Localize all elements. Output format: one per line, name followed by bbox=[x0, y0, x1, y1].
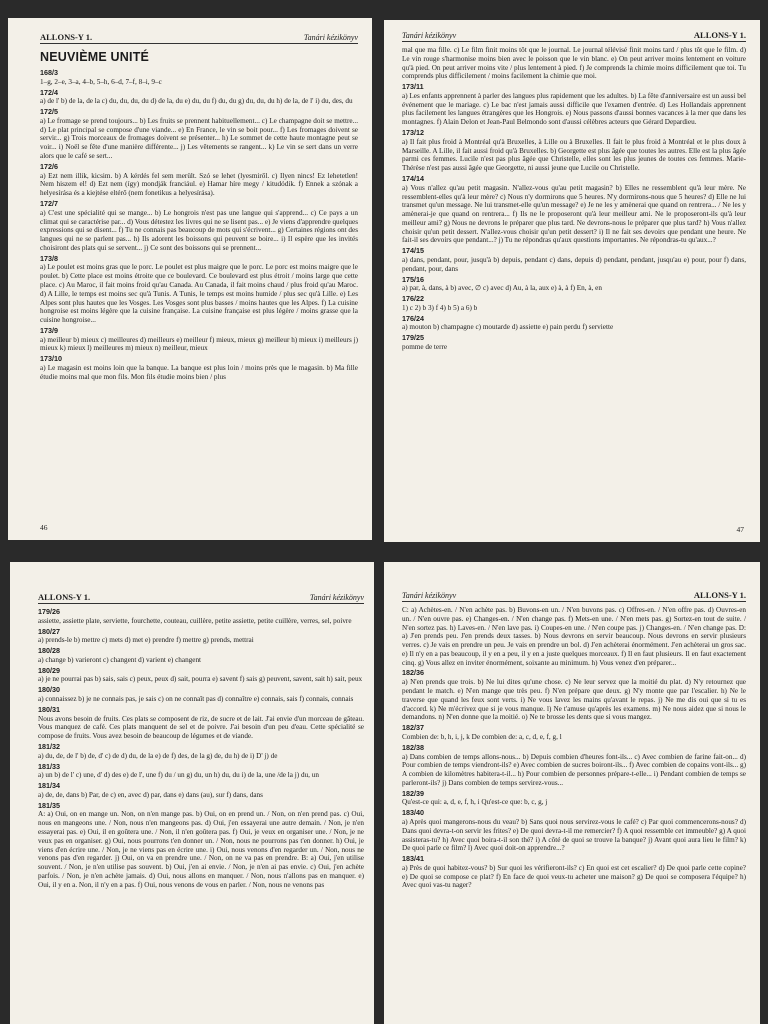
exercise-answer: a) change b) varieront c) changent d) varient e) changent bbox=[38, 655, 202, 664]
exercise-answer: a) Il fait plus froid à Montréal qu'à Bruxelles, à Lille ou à Bruxelles. Il fait le plus froid à Montréal et le plus doux à Marseille. A Lille, il fait aussi froid qu'à Bruxelles. b) Georgette est plus âgée que toutes les autres. Elle est la plus âgée parmi ces femmes. Lucile n'est pas plus âgée que Christelle, elles sont les plus jeunes de toutes ces femmes. Marie-Thérèse n'est pas aussi âgée que Georgette, ni aussi jeune que Lucile ou Christelle. bbox=[402, 137, 746, 173]
exercise-answer: a) un b) de l' c) une, d' d) des e) de l', une f) du / un g) du, un h) du, du i) de la, une /de la j) du, un bbox=[38, 771, 319, 780]
exercise-number: 183/41 bbox=[402, 854, 424, 864]
exercise-number: 182/38 bbox=[402, 742, 424, 752]
exercise-number: 180/28 bbox=[38, 646, 60, 656]
exercise-answer: C: a) Achètes-en. / N'en achète pas. b) Buvons-en un. / N'en buvons pas. c) Offres-en. / N'en offre pas. d) Ouvres-en un. / N'en ouvre pas. e) Changes-en. / N'en change pas. f) Mets-en une. / N'en mets pas. g) Sortez-en tout de suite. / N'en sortez pas. h) Laves-en. / N'en lave pas. i) Coupes-en une. / N'en coupe pas. j) Changes-en. / N'en change pas. D: a) J'en prends peu. J'en prends deux tasses. b) Nous devrons en servir beaucoup. Nous devrons en servir plusieurs verres. c) Je vais en prendre un peu. Je vais en prendre un bol. d) J'en achèterai énormément. J'en achèterai un gros sac. e) Il n'y en a pas beaucoup, il y en a peu, il y en a juste quelques morceaux. f) Il en faut plusieurs. Il en faut exactement cinq. g) Vous allez en inviter énormément, soixante au minimum. h) Vous venez d'en préparer... bbox=[402, 606, 746, 667]
exercise-answer: a) Ezt nem illik, kicsim. b) A kérdés fel sem merült. Szó se lehet (lyesmiről. c) Ilyen nincs! Ez lehetetlen! Nem hiszem el! d) Ezt nem (így) mondják franciául. e) Hamar híre megy / kitudódik. f) Ennek a szónak a helyesírása és a kiejtése eltérő (nem fonetikus a helyesírása). bbox=[40, 171, 358, 198]
exercise-answer: a) du, de, de l' b) de, d' c) de d) du, de la e) de f) des, de la g) de, du h) de i) D' j) de bbox=[38, 751, 278, 760]
exercise-number: 179/26 bbox=[38, 607, 60, 616]
exercise-number: 181/34 bbox=[38, 781, 60, 791]
exercise-answer: mal que ma fille. c) Le film finit moins tôt que le journal. Le journal télévisé finit moins tard / plus tôt que le film. d) Le vin rouge s'harmonise moins bien avec le poisson que le vin blanc. e) On peut arriver moins lentement en voiture qu'à pied. On peut arriver moins vite / plus lentement à pied. f) Je comprends la chimie moins difficilement que toi. Tu comprends plus difficilement / moins facilement la chimie que moi. bbox=[402, 46, 746, 81]
exercise-answer: a) Le poulet est moins gras que le porc. Le poulet est plus maigre que le porc. Le porc est moins maigre que le poulet. b) Cette place est moins étroite que ce boulevard. Ce boulevard est plus étroit / moins large que cette place. c) Au Maroc, il fait moins froid qu'au Canada. Au Canada, il fait moins chaud / plus froid qu'au Maroc. d) A Lille, le temps est moins sec qu'à Tunis. A Tunis, le temps est moins humide / plus sec qu'à Lille. e) Les Alpes sont plus hautes que les Vosges. Les Vosges sont plus basses / moins hautes que les Alpes. f) La cuisine hongroise est moins légère que la cuisine française. La cuisine française est plus légère / moins grasse que la cuisine hongroise... bbox=[40, 263, 358, 325]
exercise-list bbox=[402, 46, 746, 352]
page-header bbox=[402, 590, 746, 602]
unit-title: NEUVIÈME UNITÉ bbox=[40, 50, 150, 64]
exercise-answer: a) Vous n'allez qu'au petit magasin. N'allez-vous qu'au petit magasin? b) Elles ne ressemblent qu'à leur mère. Ne ressemblent-elles qu'à leur mère? c) Nous n'y dormirons que 5 heures. N'y dormirons-nous que 5 heures? d) Elle ne lui transmet qu'un message. Ne lui transmet-elle qu'un message? e) Je ne les y amènerai que quand on rentrera... / Ne les y amènerai-je que quand on rentrera... f) Ils ne le proposeront qu'à leur meilleur ami. Ne le proposeront-ils qu'à leur meilleur ami? g) Nous ne devrons le préparer que plus tard. Ne devrons-nous le préparer que plus tard? h) Vous n'allez choisir qu'un petit dessert. N'allez-vous choisir qu'un petit dessert? i) Il ne fait ses devoirs que pendant une heure. Ne fait-il ses devoirs que pendant...? j) Tu ne répondras qu'aux questions importantes. Ne répondras-tu qu'aux...? bbox=[402, 183, 746, 245]
page-header bbox=[38, 592, 364, 604]
exercise-number: 172/4 bbox=[40, 87, 58, 97]
exercise-answer: a) de, de, dans b) Par, de c) en, avec d) par, dans e) dans (au), sur f) dans, dans bbox=[38, 790, 263, 799]
exercise-number: 182/39 bbox=[402, 788, 424, 798]
exercise-number: 179/25 bbox=[402, 333, 424, 343]
exercise-answer: A: a) Oui, on en mange un. Non, on n'en mange pas. b) Oui, on en prend un. / Non, on n'en prend pas. c) Oui, nous en mangeons une. / Non, nous n'en mangeons pas. d) Oui, j'en essayerai une autre demain. / Non, je n'en essayerai pas. e) Oui, il en goûtera une. / Non, il n'en goûtera pas. f) Oui, je veux en organiser une. / Non, je ne veux pas en organiser. g) Oui, nous pourrons t'en donner un. / Non, nous ne pourrons pas t'en donner. h) Oui, je viens d'en écrire une. / Non, je ne viens pas en écrire une. i) Oui, nous venons d'en regarder un. / Non, nous ne venons pas d'en regarder. j) Oui, on va en prendre une. / Non, on ne va pas en prendre. B: a) Oui, j'en utilise souvent. / Non, je n'en utilise pas souvent. b) Oui, j'en ai envie. / Non, je n'en ai pas envie. c) Oui, j'en achète parfois. / Non, je n'en achète jamais. d) Oui, nous allons en manquer. / Non, nous n'allons pas en manquer. e) Oui, il y en a. Non, il n'y en a pas. f) Oui, nous venons de vous en parler. / Non, nous ne venons pas bbox=[38, 810, 364, 889]
exercise-answer: a) N'en prends que trois. b) Ne lui dites qu'une chose. c) Ne leur servez que la moitié du plat. d) N'y retournez que pendant le match. e) N'en mange que très peu. f) N'en prépare que deux. g) N'y monte que par l'escalier. h) Ne le traverse que quand les feux sont verts. i) Ne vous lavez les mains qu'avant le repas. j) Ne me dis oui que si tu es d'accord. k) Ne m'écrivez que si je vous manque. l) Ne t'amuse qu'après les examens. m) Ne nous aidez que si nous le demandons. n) N'en donne que la moitié. o) Ne te brosse les dents que si vous mangez. bbox=[402, 678, 746, 722]
page-header bbox=[40, 32, 358, 44]
exercise-answer: a) Le fromage se prend toujours... b) Les fruits se prennent habituellement... c) Le champagne doit se mettre... d) Le plat principal se compose d'une viande... e) En France, le vin se boit pour... f) Les fromages doivent se servir... g) Trois morceaux de fromages doivent se présenter... h) Le sommet de cette haute montagne peut se voir... i) Noël se fête d'une manière différente... j) Les vêtements se rangent... k) Le vin se sert dans un verre alors que le café se sert... bbox=[40, 116, 358, 161]
exercise-number: 180/27 bbox=[38, 626, 60, 636]
exercise-number: 173/12 bbox=[402, 128, 424, 138]
exercise-list bbox=[40, 69, 358, 382]
exercise-answer: Combien de: b, h, i, j, k De combien de: a, c, d, e, f, g, l bbox=[402, 732, 562, 741]
book-title: ALLONS-Y 1. bbox=[693, 590, 746, 600]
exercise-number: 176/24 bbox=[402, 313, 424, 323]
exercise-answer: a) C'est une spécialité qui se mange... b) Le hongrois n'est pas une langue qui s'apprend... c) Ce pays a un climat qui se caractérise par... d) Vous détestez les livres qui ne se lisent pas... e) Je viens d'apprendre quelques expressions qui se disent... f) Tu ne connais pas beaucoup de mots qui s'écrivent... g) Certaines régions ont des langues qui ne se parlent pas... h) Ils adorent les boissons qui peuvent se boire... i) Il espère que les invités choisiront des plats qui se servent... j) Ce sont des boissons qui se prennent... bbox=[40, 208, 358, 252]
exercise-number: 180/29 bbox=[38, 665, 60, 675]
exercise-answer: 1–g, 2–e, 3–a, 4–b, 5–h, 6–d, 7–f, 8–i, 9–c bbox=[40, 77, 162, 86]
book-title: ALLONS-Y 1. bbox=[40, 32, 93, 42]
exercise-answer: a) Après quoi mangerons-nous du veau? b) Sans quoi nous servirez-vous le café? c) Par quoi commencerons-nous? d) Dans quoi devra-t-on servir les frites? e) De quoi devra-t-il me remercier? f) A quoi ressemble cet immeuble? g) A quoi assisteras-tu? h) Avec quoi boira-t-il son thé? i) A côté de quoi se trouve la banque? j) Avant quoi aura lieu le film? k) De quoi parle ce film? l) Avec quoi doit-on apprendre...? bbox=[402, 817, 746, 853]
guide-title: Tanári kézikönyv bbox=[309, 593, 364, 602]
exercise-answer: a) Près de quoi habitez-vous? b) Sur quoi les vérifieront-ils? c) En quoi est cet escalier? d) De quoi parle cette copine? e) De quoi se compose ce plat? f) En face de quoi veux-tu acheter une maison? g) De quoi se composera l'équipe? h) Avec quoi vas-tu nager? bbox=[402, 863, 746, 890]
exercise-number: 181/33 bbox=[38, 761, 60, 771]
exercise-number: 182/37 bbox=[402, 723, 424, 733]
exercise-answer: a) Les enfants apprennent à parler des langues plus rapidement que les adultes. b) La fête d'anniversaire est un aussi bel événement que le mariage. c) Le bac n'est jamais aussi difficile que l'examen d'entrée. d) Les Hollandais apprennent plus facilement les langues étrangères que les Hongrois. e) Nous passons d'aussi bonnes vacances à la mer que dans les montagnes. f) Alain Delon et Jean-Paul Belmondo sont d'aussi célèbres acteurs que Gérard Depardieu. bbox=[402, 91, 746, 127]
exercise-answer: Qu'est-ce qui: a, d, e, f, h, i Qu'est-ce que: b, c, g, j bbox=[402, 798, 548, 807]
exercise-answer: a) Le magasin est moins loin que la banque. La banque est plus loin / moins près que le magasin. b) Ma fille étudie moins mal que mon fils. Mon fils étudie moins bien / plus bbox=[40, 364, 358, 381]
exercise-answer: a) dans, pendant, pour, jusqu'à b) depuis, pendant c) dans, depuis d) pendant, pendant, jusqu'au e) pour, pour f) dans, pendant, pour, dans bbox=[402, 255, 746, 273]
exercise-answer: pomme de terre bbox=[402, 343, 448, 351]
exercise-answer: a) je ne pourrai pas b) sais, sais c) peux, peux d) sait, pourra e) savent f) sais g) peuvent, savent, sait h) sait, peux bbox=[38, 675, 363, 684]
guide-title: Tanári kézikönyv bbox=[402, 591, 457, 600]
exercise-answer: a) meilleur b) mieux c) meilleures d) meilleurs e) meilleur f) mieux, mieux g) meilleur h) mieux i) meilleurs j) mieux k) mieux l) meilleures m) mieux n) meilleur, mieux bbox=[40, 335, 358, 353]
guide-title: Tanári kézikönyv bbox=[402, 31, 457, 40]
guide-title: Tanári kézikönyv bbox=[303, 33, 358, 42]
exercise-list bbox=[402, 606, 746, 890]
exercise-answer: a) par, à, dans, à b) avec, ∅ c) avec d) Au, à la, aux e) à, à f) En, à, en bbox=[402, 284, 602, 293]
exercise-answer: a) connaissez b) je ne connais pas, je sais c) on ne connaît pas d) connaître e) connais, sais f) connais, connais bbox=[38, 695, 354, 704]
exercise-number: 172/6 bbox=[40, 161, 58, 171]
exercise-number: 174/15 bbox=[402, 246, 424, 256]
exercise-number: 173/9 bbox=[40, 325, 58, 335]
exercise-list bbox=[38, 608, 364, 889]
exercise-number: 180/30 bbox=[38, 685, 60, 695]
exercise-number: 172/5 bbox=[40, 107, 58, 117]
exercise-number: 176/22 bbox=[402, 294, 424, 304]
exercise-number: 168/3 bbox=[40, 68, 58, 77]
exercise-answer: assiette, assiette plate, serviette, fourchette, couteau, cuillère, petite assiette, petite cuillère, verres, sel, poivre bbox=[38, 616, 352, 625]
exercise-answer: 1) c 2) b 3) f 4) b 5) a 6) b bbox=[402, 303, 478, 312]
exercise-answer: Nous avons besoin de fruits. Ces plats se composent de riz, de sucre et de lait. J'ai envie d'un morceau de gâteau. Vous manquez de café. Ces plats manquent de sel et de poivre. J'ai besoin d'un peu d'eau. Cette spécialité se compose de fruits. Vous avez besoin de beaucoup de légumes et de viande. bbox=[38, 714, 364, 741]
exercise-answer: a) prends-le b) mettre c) mets d) met e) prendre f) mettre g) prends, mettrai bbox=[38, 636, 254, 645]
page-header bbox=[402, 30, 746, 42]
left-page-top bbox=[8, 18, 372, 540]
exercise-number: 174/14 bbox=[402, 173, 424, 183]
exercise-answer: a) de l' b) de la, de la c) du, du, du, du d) de la, du e) du, du f) du, du g) du, du, du h) de la, de l' i) du, des, du bbox=[40, 97, 353, 106]
exercise-number: 173/11 bbox=[402, 82, 424, 92]
book-title: ALLONS-Y 1. bbox=[693, 30, 746, 40]
exercise-number: 182/36 bbox=[402, 668, 424, 678]
exercise-number: 180/31 bbox=[38, 704, 60, 714]
exercise-number: 175/16 bbox=[402, 274, 424, 284]
exercise-number: 181/35 bbox=[38, 800, 60, 810]
page-number: 46 bbox=[40, 523, 48, 532]
exercise-number: 173/10 bbox=[40, 354, 62, 364]
exercise-number: 181/32 bbox=[38, 741, 60, 751]
right-page-top bbox=[384, 20, 760, 542]
exercise-number: 173/8 bbox=[40, 253, 58, 263]
exercise-number: 183/40 bbox=[402, 808, 424, 818]
left-page-bottom bbox=[10, 562, 374, 1024]
book-title: ALLONS-Y 1. bbox=[38, 592, 91, 602]
exercise-answer: a) mouton b) champagne c) moutarde d) assiette e) pain perdu f) serviette bbox=[402, 323, 614, 332]
right-page-bottom bbox=[384, 562, 760, 1024]
exercise-number: 172/7 bbox=[40, 198, 58, 208]
exercise-answer: a) Dans combien de temps allons-nous... b) Depuis combien d'heures font-ils... c) Avec combien de farine fait-on... d) Pour combien de temps viendront-ils? e) Avec combien de sucres boiront-ils... f) Avec combien de copains vont-ils... g) A combien de kilomètres habitera-t-il... h) Pour combien de personnes prépare-t-elle... i) Pendant combien de temps se parleront-ils? j) Dans combien de temps servirez-vous... bbox=[402, 752, 746, 787]
page-number: 47 bbox=[736, 525, 744, 534]
